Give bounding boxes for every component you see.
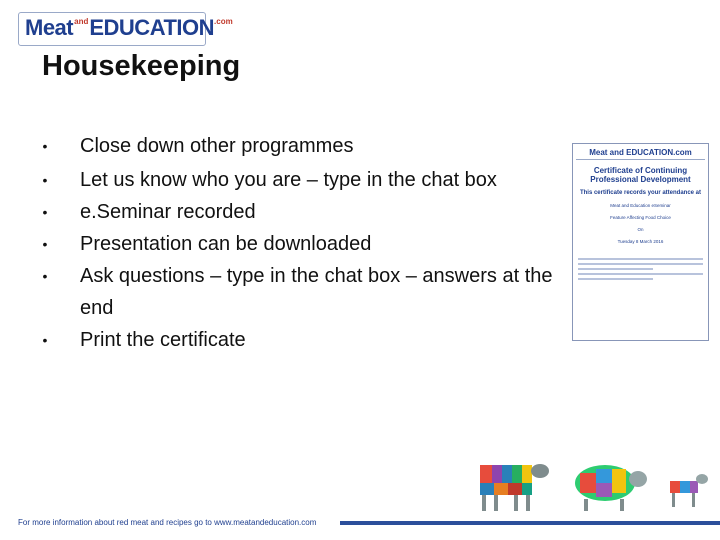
bullet-icon: •: [42, 236, 48, 252]
list-item: [38, 324, 568, 356]
certificate-topic: Feature Affecting Food Choice: [610, 215, 671, 220]
list-item: [38, 228, 568, 260]
bullet-list: [38, 130, 568, 356]
brand-logo: [18, 12, 233, 46]
certificate-date: Tuesday 8 March 2016: [617, 239, 664, 244]
bullet-icon: •: [42, 172, 48, 188]
list-item-text: Let us know who you are – type in the chat box: [80, 169, 497, 191]
list-item-text: Ask questions – type in the chat box – answers at the end: [80, 265, 553, 319]
certificate-on: On: [637, 227, 644, 232]
bullet-icon: •: [42, 268, 48, 284]
list-item-text: Close down other programmes: [80, 135, 354, 157]
bullet-icon: •: [42, 138, 48, 154]
certificate-fineprint: [576, 258, 705, 280]
footer-bar: [340, 521, 720, 525]
certificate-event: Meat and Education eSeminar: [610, 203, 671, 208]
bullet-icon: •: [42, 204, 48, 220]
logo-text-and: and: [74, 17, 89, 26]
list-item-text: Print the certificate: [80, 329, 246, 351]
certificate-logo: Meat and EDUCATION.com: [576, 148, 705, 160]
logo-text-com: .com: [214, 17, 233, 26]
pig-cuts-icon: [575, 465, 647, 511]
certificate-preview: [572, 143, 709, 341]
footer-text: For more information about red meat and recipes go to www.meatandeducation.com: [18, 518, 320, 527]
list-item-text: Presentation can be downloaded: [80, 233, 372, 255]
logo-text-education: EDUCATION: [89, 15, 215, 40]
list-item: [38, 130, 568, 162]
animal-cuts-illustration: [470, 455, 715, 517]
lamb-cuts-icon: [670, 474, 708, 507]
logo-text-meat: Meat: [25, 15, 74, 40]
list-item-text: e.Seminar recorded: [80, 201, 256, 223]
certificate-line: This certificate records your attendance at: [579, 190, 702, 196]
cow-cuts-icon: [480, 464, 549, 511]
list-item: [38, 164, 568, 196]
certificate-title: Certificate of Continuing Professional Development: [590, 166, 691, 184]
bullet-icon: •: [42, 332, 48, 348]
list-item: [38, 260, 568, 324]
slide-title: Housekeeping: [42, 50, 241, 82]
list-item: [38, 196, 568, 228]
